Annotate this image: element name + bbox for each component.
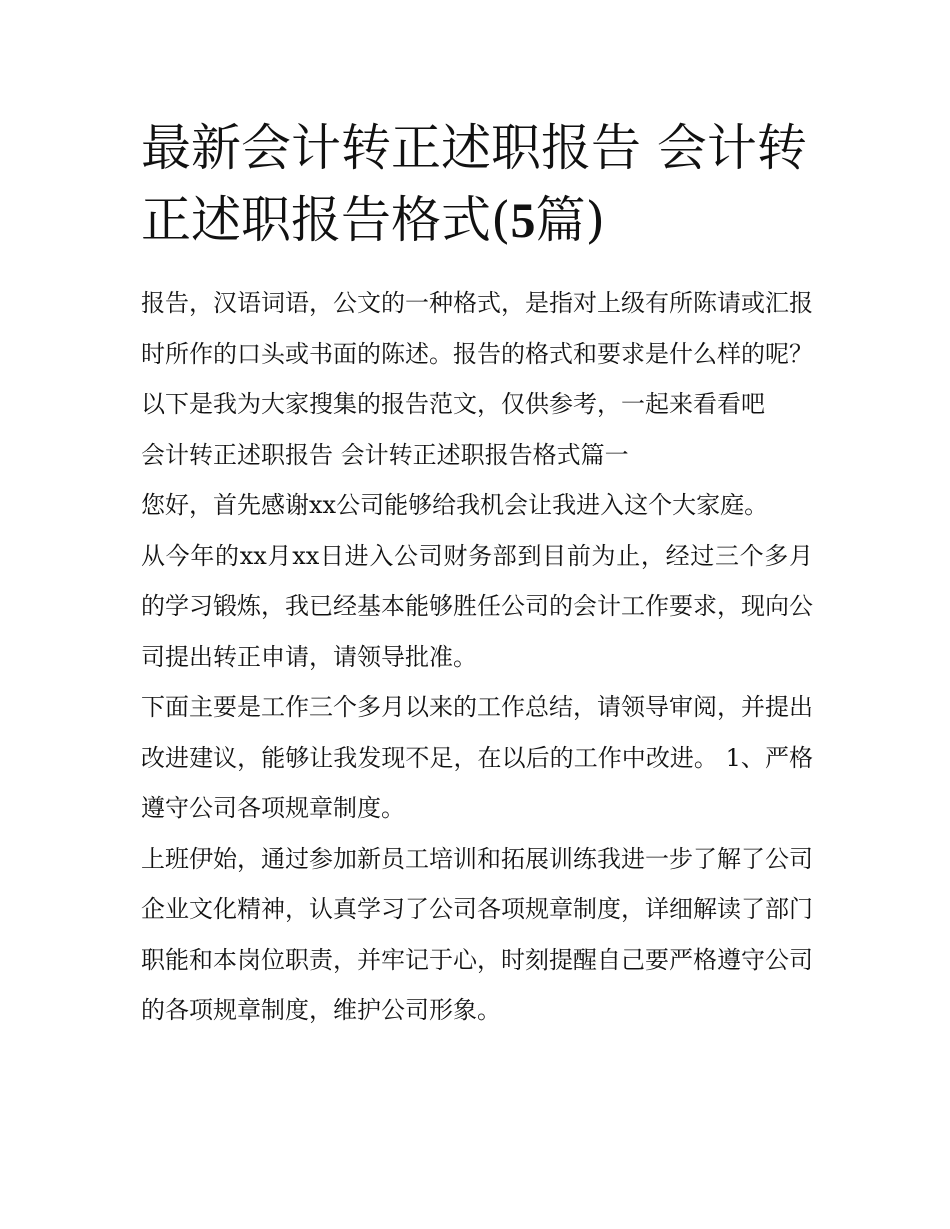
intro-paragraph: 报告，汉语词语，公文的一种格式，是指对上级有所陈请或汇报时所作的口头或书面的陈述。报告的格式和要求是什么样的呢？以下是我为大家搜集的报告范文，仅供参考，一起来看看吧: [141, 289, 813, 418]
body-paragraph: 上班伊始，通过参加新员工培训和拓展训练我进一步了解了公司企业文化精神，认真学习了公司各项规章制度，详细解读了部门职能和本岗位职责，并牢记于心，时刻提醒自己要严格遵守公司的各项规章制度，维护公司形象。: [141, 844, 813, 1024]
body-paragraph: 从今年的xx月xx日进入公司财务部到目前为止，经过三个多月的学习锻炼，我已经基本能够胜任公司的会计工作要求，现向公司提出转正申请，请领导批准。: [141, 541, 813, 671]
title-text-part1: 最新会计转正述职报告 会计转正述职报告格式(: [141, 119, 807, 249]
section-heading: 会计转正述职报告 会计转正述职报告格式篇一: [141, 440, 629, 469]
greeting-paragraph: 您好，首先感谢xx公司能够给我机会让我进入这个大家庭。: [141, 491, 769, 519]
body-paragraph: 下面主要是工作三个多月以来的工作总结，请领导审阅，并提出改进建议，能够让我发现不足，在以后的工作中改进。 1、严格遵守公司各项规章制度。: [141, 693, 813, 822]
title-text-part2: 篇): [535, 191, 606, 249]
document-title: [141, 112, 813, 256]
document-page: [141, 112, 813, 1036]
title-number: 5: [510, 192, 536, 248]
